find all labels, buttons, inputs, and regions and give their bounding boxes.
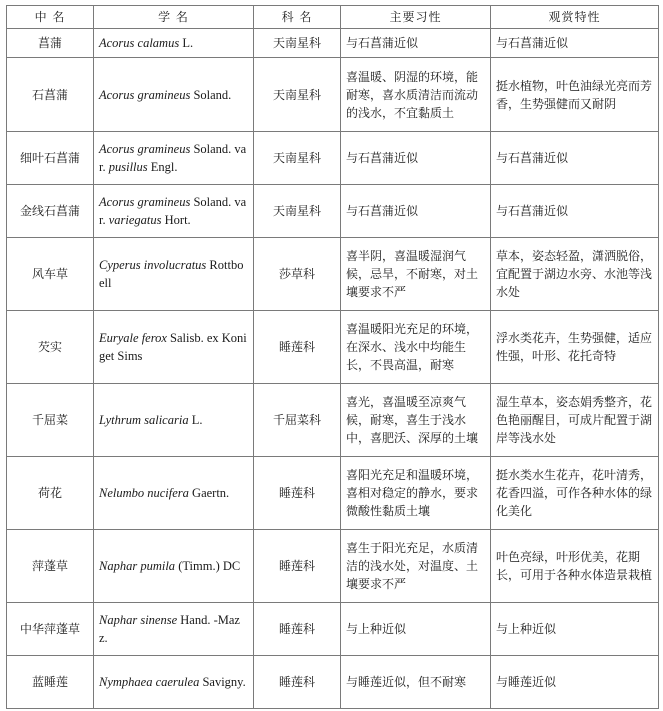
- habit-cell: 与石菖蒲近似: [341, 185, 491, 238]
- family-cell: 天南星科: [254, 29, 341, 58]
- table-row: [7, 238, 659, 311]
- cn-name-cell: 石菖蒲: [7, 58, 94, 132]
- cn-name-cell: 萍蓬草: [7, 530, 94, 603]
- header-family: 科 名: [254, 6, 341, 29]
- cn-name-cell: 菖蒲: [7, 29, 94, 58]
- sci-genus-species: Acorus calamus: [99, 36, 180, 50]
- sci-variety: variegatus: [108, 213, 162, 227]
- habit-cell: 与睡莲近似，但不耐寒: [341, 656, 491, 709]
- family-cell: 睡莲科: [254, 457, 341, 530]
- sci-author: Salisb. ex Koniget Sims: [99, 331, 247, 363]
- ornamental-cell: 与石菖蒲近似: [491, 185, 659, 238]
- cn-name-cell: 金线石菖蒲: [7, 185, 94, 238]
- sci-name-cell: [94, 457, 254, 530]
- table-row: [7, 58, 659, 132]
- plant-table: [6, 5, 659, 709]
- family-cell: 天南星科: [254, 132, 341, 185]
- header-sci-name: 学 名: [94, 6, 254, 29]
- sci-genus-species: Naphar sinense: [99, 613, 178, 627]
- ornamental-cell: 与睡莲近似: [491, 656, 659, 709]
- header-row: [7, 6, 659, 29]
- ornamental-cell: 草本，姿态轻盈，潇洒脱俗，宜配置于湖边水旁、水池等浅水处: [491, 238, 659, 311]
- sci-genus-species: Nelumbo nucifera: [99, 486, 189, 500]
- table-row: [7, 457, 659, 530]
- habit-cell: 与上种近似: [341, 603, 491, 656]
- sci-genus-species: Naphar pumila: [99, 559, 176, 573]
- table-row: [7, 185, 659, 238]
- sci-genus-species: Lythrum salicaria: [99, 413, 189, 427]
- ornamental-cell: 浮水类花卉，生势强健，适应性强，叶形、花托奇特: [491, 311, 659, 384]
- sci-author: (Timm.) DC: [175, 559, 241, 573]
- family-cell: 睡莲科: [254, 530, 341, 603]
- family-cell: 睡莲科: [254, 311, 341, 384]
- habit-cell: 喜光，喜温暖至凉爽气候，耐寒，喜生于浅水中，喜肥沃、深厚的土壤: [341, 384, 491, 457]
- table-row: [7, 530, 659, 603]
- ornamental-cell: 叶色亮绿，叶形优美，花期长，可用于各种水体造景栽植: [491, 530, 659, 603]
- sci-author: L.: [188, 413, 203, 427]
- cn-name-cell: 千屈菜: [7, 384, 94, 457]
- sci-name-cell: [94, 603, 254, 656]
- sci-author: L.: [179, 36, 194, 50]
- sci-name-cell: [94, 384, 254, 457]
- header-ornamental: 观赏特性: [491, 6, 659, 29]
- table-row: [7, 603, 659, 656]
- family-cell: 千屈菜科: [254, 384, 341, 457]
- table-row: [7, 132, 659, 185]
- sci-author-variety: Hort.: [161, 213, 191, 227]
- sci-name-cell: [94, 530, 254, 603]
- habit-cell: 喜生于阳光充足，水质清洁的浅水处，对温度、土壤要求不严: [341, 530, 491, 603]
- sci-name-cell: [94, 656, 254, 709]
- sci-name-cell: [94, 132, 254, 185]
- family-cell: 天南星科: [254, 58, 341, 132]
- habit-cell: 喜温暖阳光充足的环境，在深水、浅水中均能生长，不畏高温，耐寒: [341, 311, 491, 384]
- ornamental-cell: 与石菖蒲近似: [491, 29, 659, 58]
- cn-name-cell: 荷花: [7, 457, 94, 530]
- cn-name-cell: 风车草: [7, 238, 94, 311]
- cn-name-cell: 蓝睡莲: [7, 656, 94, 709]
- sci-name-cell: [94, 311, 254, 384]
- sci-author: Hand. -Mazz.: [99, 613, 240, 645]
- ornamental-cell: 挺水植物，叶色油绿光亮而芳香，生势强健而又耐阴: [491, 58, 659, 132]
- sci-genus-species: Acorus gramineus: [99, 87, 191, 102]
- sci-genus-species: Acorus gramineus: [99, 142, 191, 156]
- family-cell: 睡莲科: [254, 656, 341, 709]
- ornamental-cell: 与石菖蒲近似: [491, 132, 659, 185]
- sci-genus-species: Cyperus involucratus: [99, 258, 207, 272]
- sci-name-cell: [94, 29, 254, 58]
- cn-name-cell: 细叶石菖蒲: [7, 132, 94, 185]
- sci-author: Gaertn.: [188, 486, 230, 500]
- habit-cell: 喜阳光充足和温暖环境，喜相对稳定的静水，要求微酸性黏质土壤: [341, 457, 491, 530]
- sci-author-variety: Engl.: [147, 160, 178, 174]
- sci-name-cell: [94, 238, 254, 311]
- sci-author: Rottboell: [99, 258, 244, 290]
- family-cell: 莎草科: [254, 238, 341, 311]
- ornamental-cell: 与上种近似: [491, 603, 659, 656]
- header-habit: 主要习性: [341, 6, 491, 29]
- sci-genus-species: Euryale ferox: [99, 331, 167, 345]
- habit-cell: 与石菖蒲近似: [341, 29, 491, 58]
- sci-author: Soland.: [190, 87, 232, 102]
- ornamental-cell: 挺水类水生花卉，花叶清秀，花香四溢，可作各种水体的绿化美化: [491, 457, 659, 530]
- sci-genus-species: Acorus gramineus: [99, 195, 191, 209]
- habit-cell: 与石菖蒲近似: [341, 132, 491, 185]
- habit-cell: 喜温暖、阴湿的环境，能耐寒，喜水质清洁而流动的浅水，不宜黏质土: [341, 58, 491, 132]
- sci-name-cell: [94, 185, 254, 238]
- family-cell: 天南星科: [254, 185, 341, 238]
- cn-name-cell: 中华萍蓬草: [7, 603, 94, 656]
- cn-name-cell: 芡实: [7, 311, 94, 384]
- sci-name-cell: [94, 58, 254, 132]
- header-cn-name: 中 名: [7, 6, 94, 29]
- family-cell: 睡莲科: [254, 603, 341, 656]
- table-row: [7, 311, 659, 384]
- table-row: [7, 29, 659, 58]
- sci-genus-species: Nymphaea caerulea: [99, 675, 200, 689]
- habit-cell: 喜半阴，喜温暖湿润气候，忌旱，不耐寒，对土壤要求不严: [341, 238, 491, 311]
- ornamental-cell: 湿生草本，姿态娟秀整齐，花色艳丽醒目，可成片配置于湖岸等浅水处: [491, 384, 659, 457]
- sci-variety: pusillus: [108, 160, 148, 174]
- sci-author: Soland. var.: [99, 142, 247, 174]
- table-row: [7, 384, 659, 457]
- sci-author: Savigny.: [199, 675, 246, 689]
- sci-author: Soland. var.: [99, 195, 247, 227]
- table-row: [7, 656, 659, 709]
